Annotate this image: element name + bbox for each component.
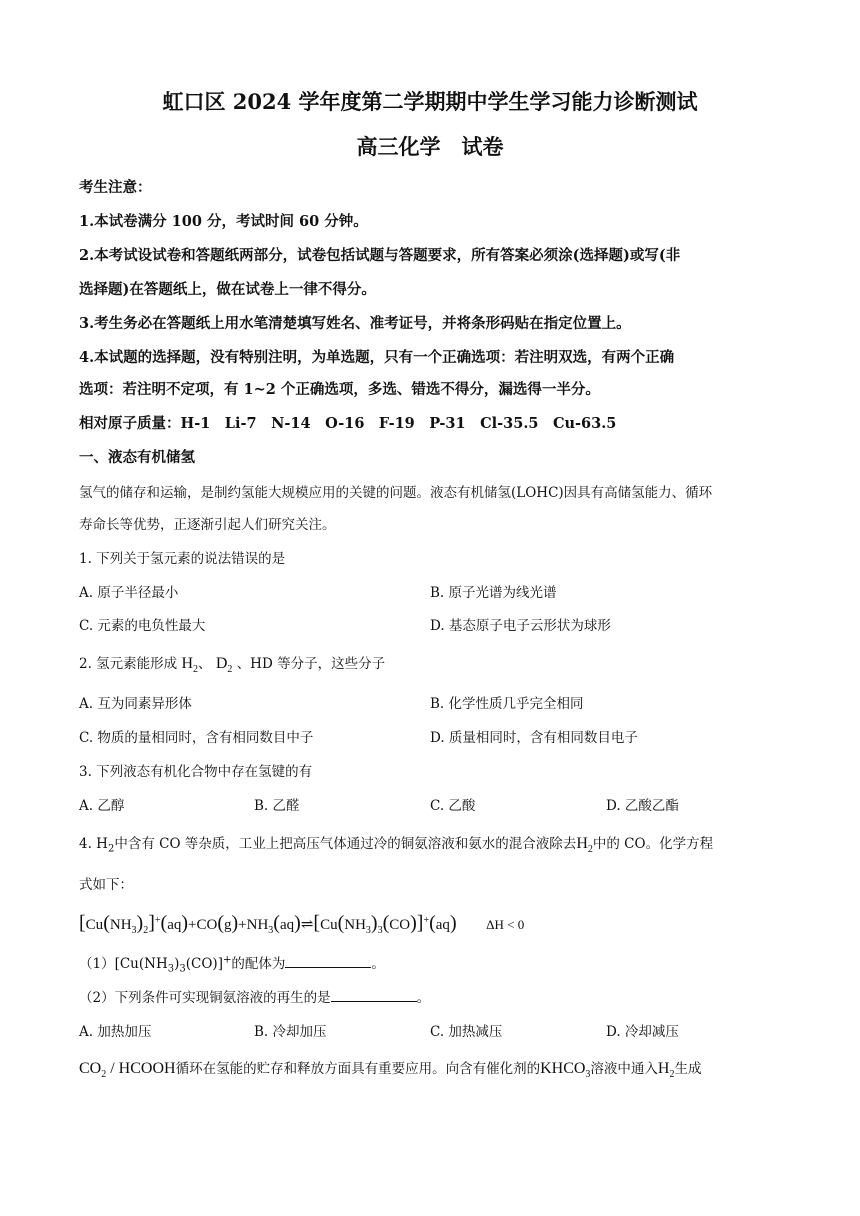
section-intro: 氢气的储存和运输，是制约氢能大规模应用的关键的问题。液态有机储氢(LOHC)因具有高储氢能力、循环 [79, 485, 713, 501]
text-part: 循环在氢能的贮存和释放方面具有重要应用。向含有催化剂的 [175, 1061, 541, 1077]
option-b: B. 乙醛 [254, 798, 300, 814]
option-b: B. 冷却加压 [254, 1024, 327, 1040]
paragraph-co2-hcooh [79, 1059, 701, 1079]
question-stem [79, 834, 713, 854]
chemical-equation: $[Cu(NH_3)_2]^+(aq)+CO(g)+NH_3(aq)\rightleftharpoons[Cu(NH_3)_3(CO)]^+(aq) \Delta H < 0$ [79, 912, 525, 936]
option-b: B. 原子光谱为线光谱 [430, 585, 557, 601]
notice-item: 1.本试卷满分 100 分，考试时间 60 分钟。 [79, 213, 368, 230]
question-stem: 3. 下列液态有机化合物中存在氢键的有 [79, 764, 313, 780]
question-stem: 1. 下列关于氢元素的说法错误的是 [79, 551, 286, 567]
notice-item: 选择题)在答题纸上，做在试卷上一律不得分。 [79, 281, 376, 298]
option-a: A. 原子半径最小 [79, 585, 179, 601]
formula-khco3: $KHCO_3$ [540, 1060, 591, 1081]
option-c: C. 物质的量相同时，含有相同数目中子 [79, 730, 314, 746]
section-intro: 寿命长等优势，正逐渐引起人们研究关注。 [79, 517, 336, 533]
option-c: C. 加热减压 [430, 1024, 503, 1040]
notice-item: 4.本试题的选择题，没有特别注明，为单选题，只有一个正确选项：若注明双选，有两个正确 [79, 349, 675, 366]
text-part: 生成 [674, 1061, 702, 1077]
sub1-suffix: 的配体为 [231, 956, 286, 972]
stem-part: 中的 CO。化学方程 [592, 836, 714, 852]
option-a: A. 互为同素异形体 [79, 696, 192, 712]
option-d: D. 冷却减压 [606, 1024, 679, 1040]
stem-part: 4. H [79, 836, 108, 852]
sub2-text: （2）下列条件可实现铜氨溶液的再生的是 [79, 990, 331, 1006]
option-d: D. 乙酸乙酯 [606, 798, 679, 814]
option-b: B. 化学性质几乎完全相同 [430, 696, 584, 712]
option-d: D. 质量相同时，含有相同数目电子 [430, 730, 638, 746]
notice-heading: 考生注意： [79, 179, 152, 196]
formula-h2: $H_2$ [657, 1060, 675, 1081]
option-a: A. 乙醇 [79, 798, 125, 814]
page-title: 虹口区 2024 学年度第二学期期中学生学习能力诊断测试 [162, 89, 698, 114]
stem-suffix: 、HD 等分子，这些分子 [236, 656, 386, 672]
option-c: C. 元素的电负性最大 [79, 618, 206, 634]
sub-question-2 [79, 988, 430, 1008]
answer-blank[interactable] [331, 989, 417, 1002]
stem-part: 中含有 CO 等杂质，工业上把高压气体通过冷的铜氨溶液和氨水的混合液除去 [114, 836, 577, 852]
option-a: A. 加热加压 [79, 1024, 152, 1040]
option-c: C. 乙酸 [430, 798, 476, 814]
sub2-end: 。 [416, 990, 431, 1006]
stem-prefix: 2. 氢元素能形成 [79, 656, 178, 672]
notice-item: 3.考生务必在答题纸上用水笔清楚填写姓名、准考证号，并将条形码贴在指定位置上。 [79, 315, 631, 332]
subscript: 2 [107, 843, 115, 855]
formula-d2: $D_2$ [215, 655, 233, 676]
sub1-end: 。 [371, 956, 385, 972]
answer-blank[interactable] [285, 955, 371, 968]
notice-item: 2.本考试设试卷和答题纸两部分，试卷包括试题与答题要求，所有答案必须涂(选择题)或写(非 [79, 247, 681, 264]
section-title: 一、液态有机储氢 [79, 449, 195, 466]
notice-item: 选项：若注明不定项，有 1~2 个正确选项，多选、错选不得分，漏选得一半分。 [79, 381, 600, 398]
formula-h2: $H_2$ [576, 835, 593, 856]
question-stem: 2. 氢元素能形成 $H_2$、 $D_2$ 、HD 等分子，这些分子 [79, 655, 386, 676]
page-subtitle: 高三化学 试卷 [356, 134, 504, 159]
delta-h: ΔH < 0 [486, 917, 525, 932]
formula-h2: $H_2$ [181, 655, 199, 676]
formula-hcooh: / HCOOH [106, 1060, 176, 1077]
atomic-masses: 相对原子质量：H-1 Li-7 N-14 O-16 F-19 P-31 Cl-35.5 Cu-63.5 [79, 415, 617, 432]
option-d: D. 基态原子电子云形状为球形 [430, 618, 611, 634]
text-part: 溶液中通入 [590, 1061, 658, 1077]
sub-question-1: $(1)[Cu(NH_3)_3(CO)]^+$的配体为 。 [79, 954, 385, 975]
question-stem-cont: 式如下： [79, 877, 133, 893]
formula-co2: $CO_2$ [79, 1060, 107, 1081]
sub1-prefix: （1）[Cu(NH [79, 956, 168, 972]
